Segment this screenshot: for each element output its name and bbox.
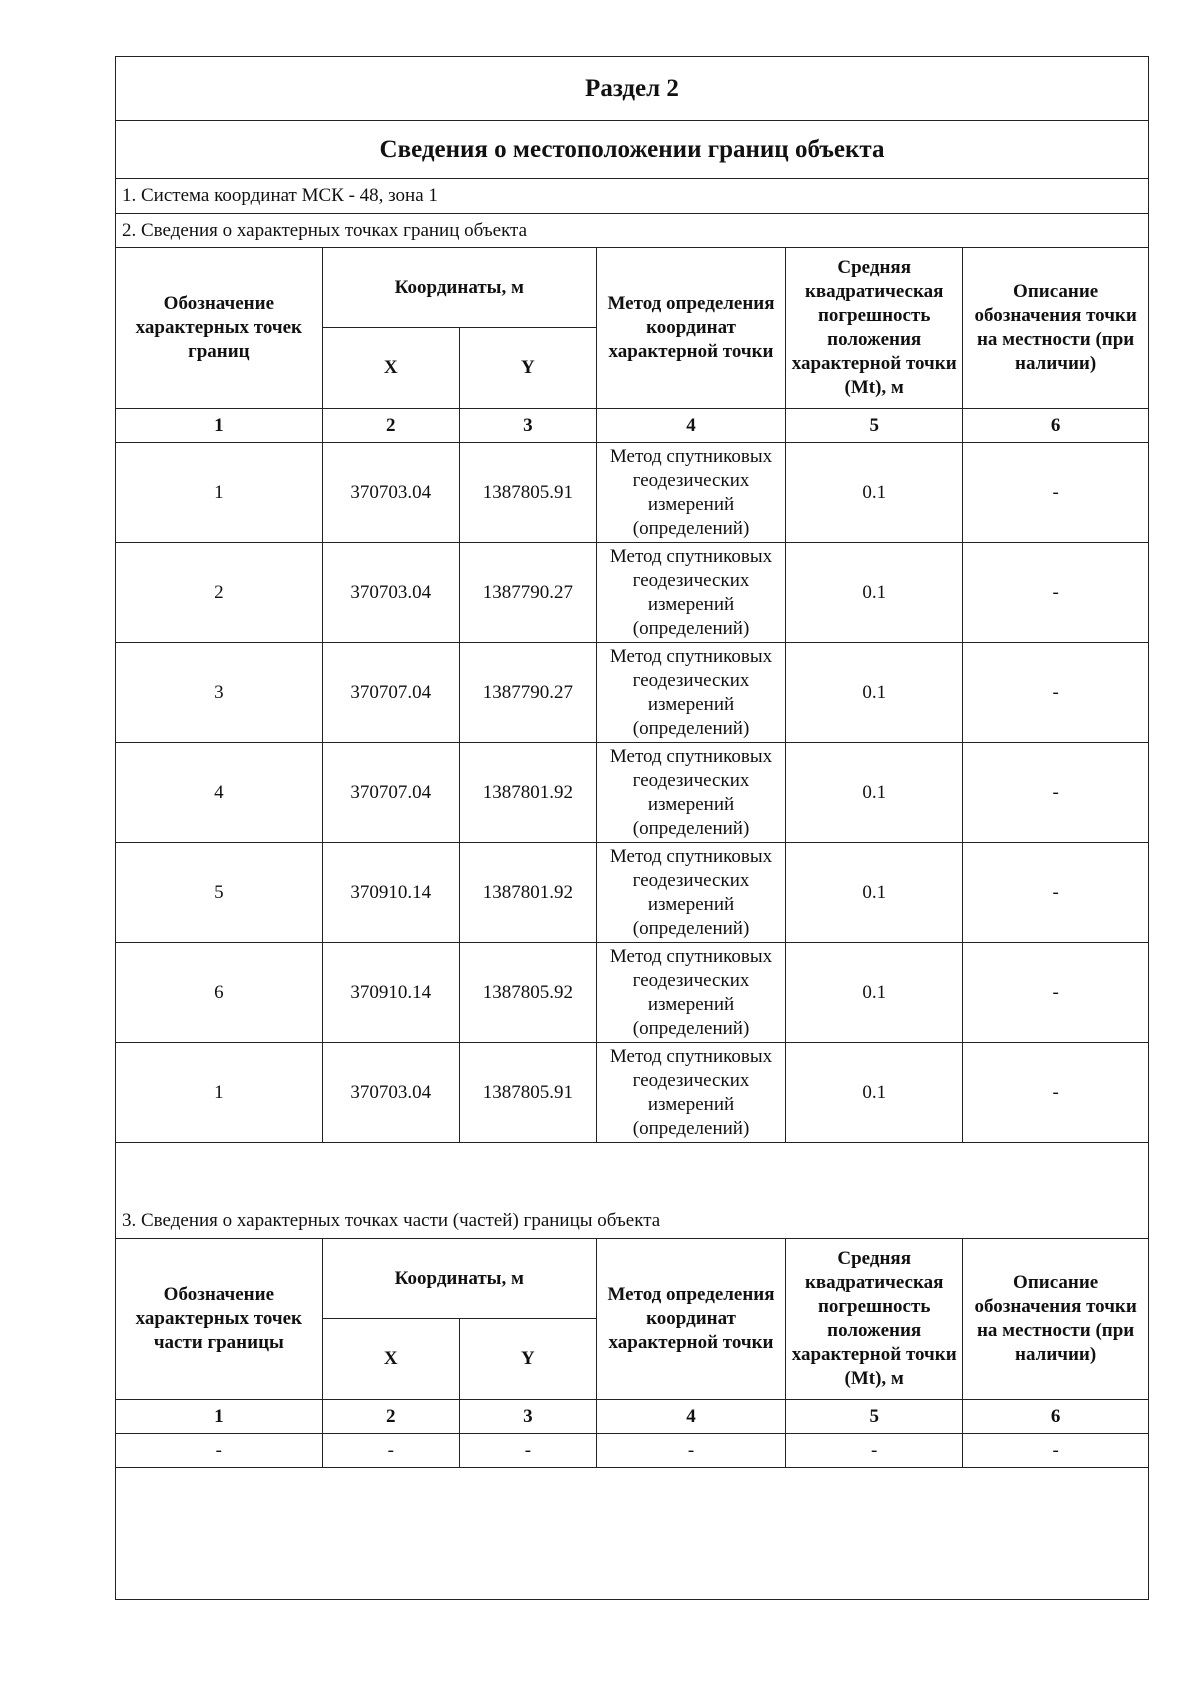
- y-coordinate-cell: 1387805.91: [459, 1043, 596, 1143]
- x-coordinate-cell: 370707.04: [322, 743, 459, 843]
- y-coordinate-cell: 1387790.27: [459, 643, 596, 743]
- description-cell: -: [963, 643, 1148, 743]
- column-number-row: [116, 409, 1148, 443]
- description-cell: -: [963, 1043, 1148, 1143]
- column-number: 4: [596, 1400, 785, 1434]
- point-number-cell: 2: [116, 543, 322, 643]
- header-method: Метод определения координат характерной точки: [596, 1239, 785, 1400]
- y-coordinate-cell: 1387805.91: [459, 443, 596, 543]
- y-coordinate-cell: 1387801.92: [459, 743, 596, 843]
- error-cell: 0.1: [786, 743, 963, 843]
- point-number-cell: 1: [116, 1043, 322, 1143]
- x-coordinate-cell: 370707.04: [322, 643, 459, 743]
- column-number: 1: [116, 409, 322, 443]
- error-cell: 0.1: [786, 843, 963, 943]
- method-cell: Метод спутниковых геодезических измерений (определений): [596, 743, 785, 843]
- parts-heading: 3. Сведения о характерных точках части (частей) границы объекта: [116, 1204, 1148, 1239]
- column-number: 6: [963, 1400, 1148, 1434]
- point-number-cell: 6: [116, 943, 322, 1043]
- column-number: 6: [963, 409, 1148, 443]
- header-y: Y: [459, 1319, 596, 1400]
- header-coordinates: Координаты, м: [322, 248, 596, 328]
- point-number-cell: 1: [116, 443, 322, 543]
- column-number-row: [116, 1400, 1148, 1434]
- table-row: [116, 643, 1148, 743]
- method-cell: Метод спутниковых геодезических измерений (определений): [596, 443, 785, 543]
- header-description: Описание обозначения точки на местности (при наличии): [963, 248, 1148, 409]
- document-frame: [115, 56, 1149, 1600]
- boundary-points-table: [116, 248, 1148, 1143]
- error-cell: 0.1: [786, 643, 963, 743]
- table-row: [116, 743, 1148, 843]
- y-coordinate-cell: 1387801.92: [459, 843, 596, 943]
- error-cell: -: [786, 1434, 963, 1468]
- points-heading: 2. Сведения о характерных точках границ объекта: [116, 214, 1148, 248]
- x-coordinate-cell: 370910.14: [322, 843, 459, 943]
- header-designation: Обозначение характерных точек границ: [116, 248, 322, 409]
- header-x: X: [322, 328, 459, 409]
- point-number-cell: 3: [116, 643, 322, 743]
- section-title: Раздел 2: [116, 57, 1148, 121]
- column-number: 1: [116, 1400, 322, 1434]
- y-coordinate-cell: 1387790.27: [459, 543, 596, 643]
- method-cell: Метод спутниковых геодезических измерений (определений): [596, 943, 785, 1043]
- description-cell: -: [963, 543, 1148, 643]
- method-cell: Метод спутниковых геодезических измерений (определений): [596, 543, 785, 643]
- error-cell: 0.1: [786, 543, 963, 643]
- description-cell: -: [963, 443, 1148, 543]
- description-cell: -: [963, 843, 1148, 943]
- method-cell: -: [596, 1434, 785, 1468]
- description-cell: -: [963, 743, 1148, 843]
- y-coordinate-cell: -: [459, 1434, 596, 1468]
- y-coordinate-cell: 1387805.92: [459, 943, 596, 1043]
- header-method: Метод определения координат характерной точки: [596, 248, 785, 409]
- column-number: 4: [596, 409, 785, 443]
- point-number-cell: 5: [116, 843, 322, 943]
- table-row: [116, 1043, 1148, 1143]
- header-x: X: [322, 1319, 459, 1400]
- part-points-table: [116, 1239, 1148, 1468]
- method-cell: Метод спутниковых геодезических измерений (определений): [596, 643, 785, 743]
- column-number: 3: [459, 409, 596, 443]
- header-error: Средняя квадратическая погрешность положения характерной точки (Mt), м: [786, 248, 963, 409]
- x-coordinate-cell: 370703.04: [322, 1043, 459, 1143]
- column-number: 2: [322, 1400, 459, 1434]
- point-number-cell: 4: [116, 743, 322, 843]
- x-coordinate-cell: 370703.04: [322, 543, 459, 643]
- header-designation: Обозначение характерных точек части границы: [116, 1239, 322, 1400]
- table-row: [116, 443, 1148, 543]
- x-coordinate-cell: -: [322, 1434, 459, 1468]
- table-row: [116, 843, 1148, 943]
- method-cell: Метод спутниковых геодезических измерений (определений): [596, 843, 785, 943]
- section-subtitle: Сведения о местоположении границ объекта: [116, 121, 1148, 179]
- column-number: 2: [322, 409, 459, 443]
- table-row: [116, 543, 1148, 643]
- table-row: [116, 943, 1148, 1043]
- header-coordinates: Координаты, м: [322, 1239, 596, 1319]
- header-error: Средняя квадратическая погрешность положения характерной точки (Mt), м: [786, 1239, 963, 1400]
- table-row: [116, 1434, 1148, 1468]
- column-number: 5: [786, 1400, 963, 1434]
- method-cell: Метод спутниковых геодезических измерений (определений): [596, 1043, 785, 1143]
- coordinate-system-line: 1. Система координат МСК - 48, зона 1: [116, 179, 1148, 214]
- x-coordinate-cell: 370910.14: [322, 943, 459, 1043]
- header-description: Описание обозначения точки на местности (при наличии): [963, 1239, 1148, 1400]
- error-cell: 0.1: [786, 443, 963, 543]
- description-cell: -: [963, 1434, 1148, 1468]
- error-cell: 0.1: [786, 1043, 963, 1143]
- x-coordinate-cell: 370703.04: [322, 443, 459, 543]
- point-number-cell: -: [116, 1434, 322, 1468]
- error-cell: 0.1: [786, 943, 963, 1043]
- header-y: Y: [459, 328, 596, 409]
- column-number: 5: [786, 409, 963, 443]
- column-number: 3: [459, 1400, 596, 1434]
- description-cell: -: [963, 943, 1148, 1043]
